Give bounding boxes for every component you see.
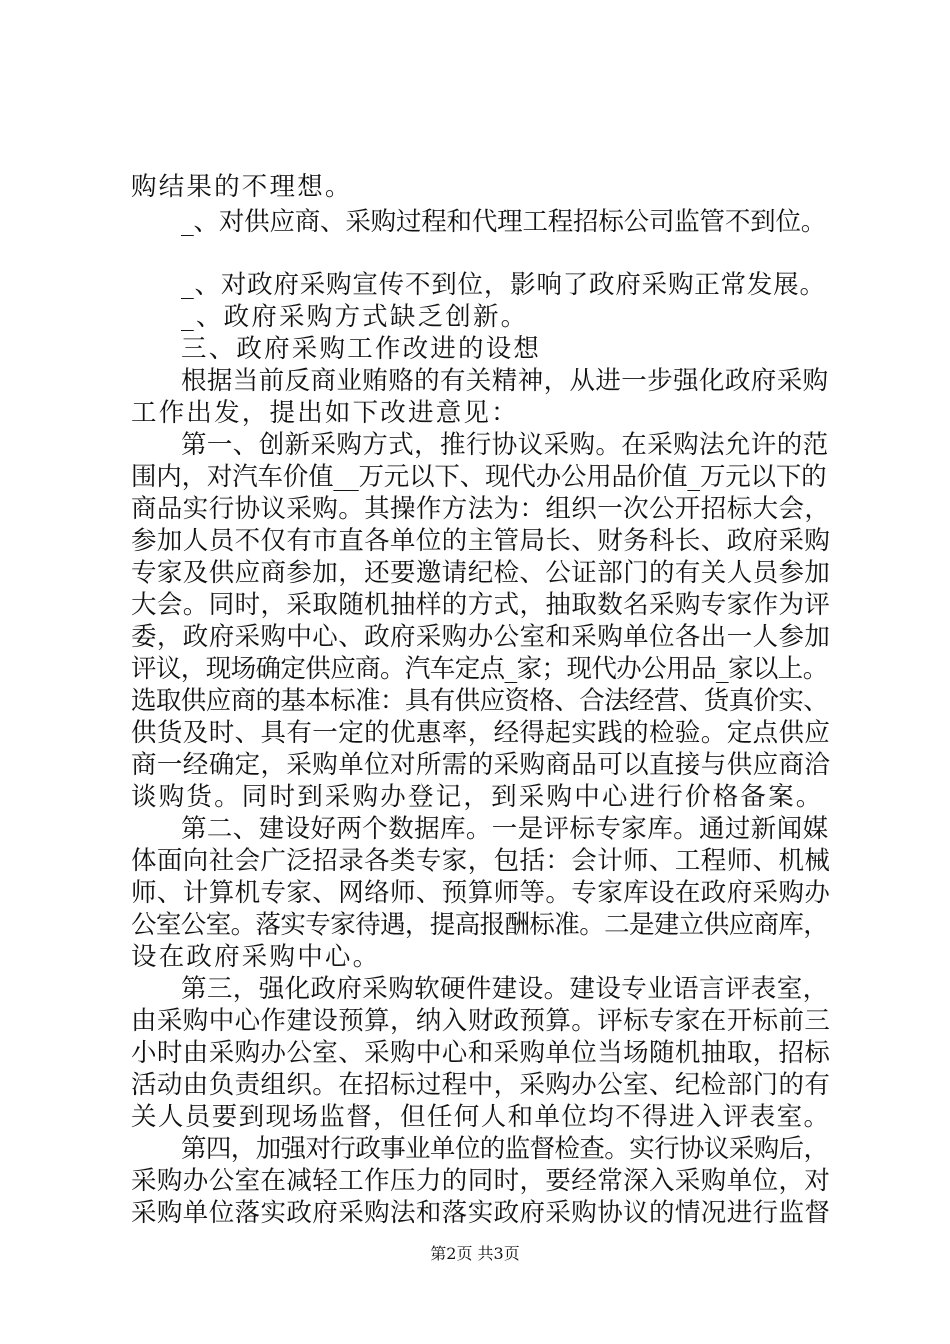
text-line: 体面向社会广泛招录各类专家，包括：会计师、工程师、机械 (131, 846, 831, 876)
text-line: 采购办公室在减轻工作压力的同时，要经常深入采购单位，对 (131, 1166, 831, 1196)
text-line: _、对供应商、采购过程和代理工程招标公司监管不到位。 (181, 207, 827, 237)
text-line: 专家及供应商参加，还要邀请纪检、公证部门的有关人员参加 (131, 558, 831, 588)
text-line: 委，政府采购中心、政府采购办公室和采购单位各出一人参加 (131, 622, 831, 652)
text-line: 商品实行协议采购。其操作方法为：组织一次公开招标大会， (131, 494, 831, 524)
text-line: 第一、创新采购方式，推行协议采购。在采购法允许的范 (181, 430, 829, 460)
text-line: 由采购中心作建设预算，纳入财政预算。评标专家在开标前三 (131, 1006, 831, 1036)
text-line: 公室公室。落实专家待遇，提高报酬标准。二是建立供应商库， (131, 910, 829, 940)
text-line: 关人员要到现场监督，但任何人和单位均不得进入评表室。 (131, 1102, 831, 1132)
text-line: 谈购货。同时到采购办登记，到采购中心进行价格备案。 (131, 782, 824, 812)
text-line: 师、计算机专家、网络师、预算师等。专家库设在政府采购办 (131, 878, 831, 908)
text-line: 商一经确定，采购单位对所需的采购商品可以直接与供应商洽 (131, 750, 831, 780)
text-line: 评议，现场确定供应商。汽车定点_家；现代办公用品_家以上。 (131, 654, 828, 684)
text-line: 活动由负责组织。在招标过程中，采购办公室、纪检部门的有 (131, 1070, 831, 1100)
text-line: 第三，强化政府采购软硬件建设。建设专业语言评表室， (181, 974, 829, 1004)
text-line: 供货及时、具有一定的优惠率，经得起实践的检验。定点供应 (131, 718, 831, 748)
text-line: 大会。同时，采取随机抽样的方式，抽取数名采购专家作为评 (131, 590, 831, 620)
text-line: 设在政府采购中心。 (131, 942, 381, 972)
text-line: 参加人员不仅有市直各单位的主管局长、财务科长、政府采购 (131, 526, 831, 556)
section-heading: 三、政府采购工作改进的设想 (181, 334, 542, 364)
text-line: 购结果的不理想。 (131, 172, 353, 202)
text-line: _、政府采购方式缺乏创新。 (181, 302, 529, 332)
text-line: _、对政府采购宣传不到位，影响了政府采购正常发展。 (181, 270, 826, 300)
text-line: 工作出发，提出如下改进意见： (131, 398, 519, 428)
text-line: 采购单位落实政府采购法和落实政府采购协议的情况进行监督 (131, 1198, 831, 1228)
text-line: 小时由采购办公室、采购中心和采购单位当场随机抽取，招标 (131, 1038, 831, 1068)
text-line: 选取供应商的基本标准：具有供应资格、合法经营、货真价实、 (131, 686, 829, 716)
text-line: 第四，加强对行政事业单位的监督检查。实行协议采购后， (181, 1134, 829, 1164)
page-footer: 第2页 共3页 (430, 1244, 520, 1263)
text-line: 根据当前反商业贿赂的有关精神，从进一步强化政府采购 (181, 366, 829, 396)
text-line: 第二、建设好两个数据库。一是评标专家库。通过新闻媒 (181, 814, 829, 844)
text-line: 围内，对汽车价值__万元以下、现代办公用品价值_万元以下的 (131, 462, 827, 492)
